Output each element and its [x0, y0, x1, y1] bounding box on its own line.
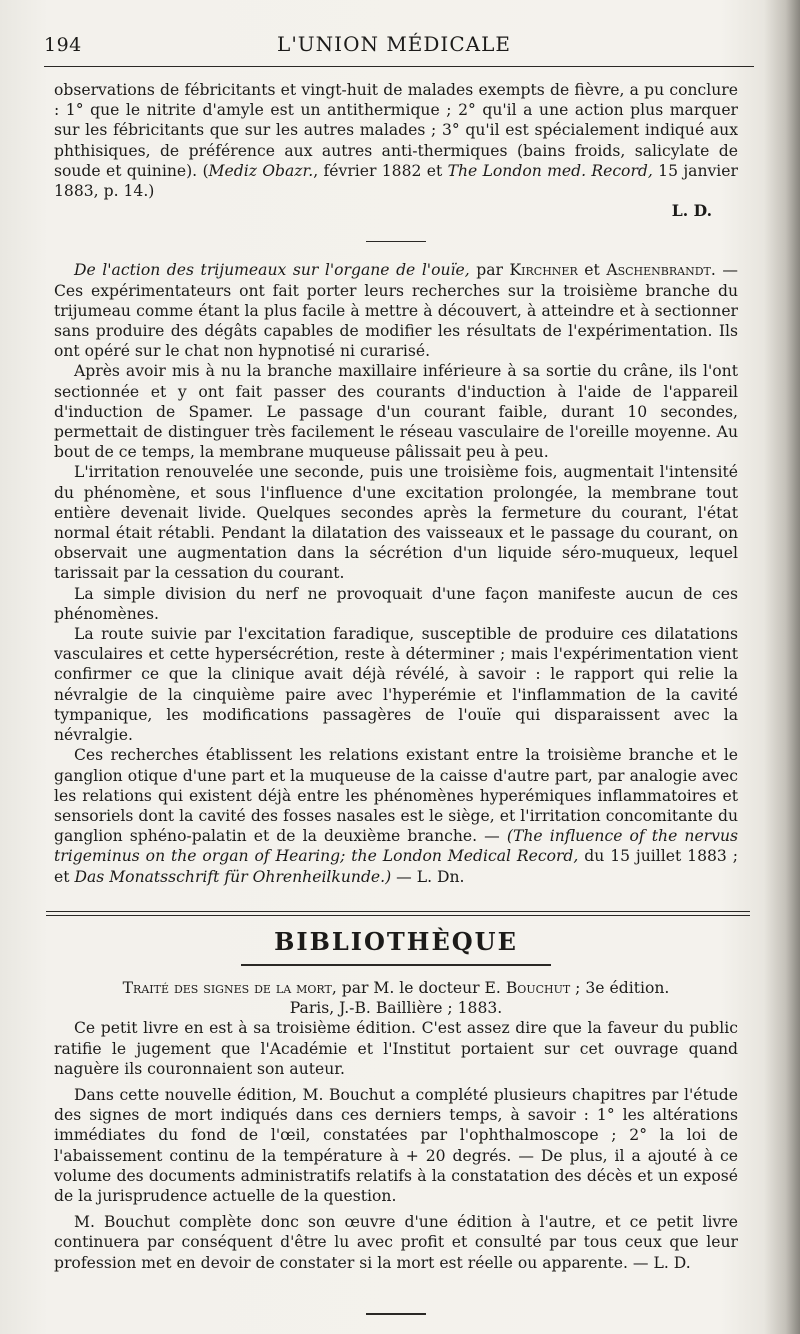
article2-paragraph: Après avoir mis à nu la branche maxillaire inférieure à sa sortie du crâne, ils l'ont sectionnée et y ont fait passer des courants d'induction à l'aide de l'appareil d'induction de Spamer. Le passage d'un courant faible, durant 10 secondes, permettait de distinguer très facilement le réseau vasculaire de l'oreille moyenne. Au bout de ce temps, la membrane muqueuse pâlissait peu à peu.	[54, 362, 738, 462]
article1-paragraph: observations de fébricitants et vingt-huit de malades exempts de fièvre, a pu conclure : 1° que le nitrite d'amyle est un antithermique ; 2° qu'il a une action plus marquer sur les fébricitants que sur les autres malades ; 3° qu'il est spécialement indiqué aux phthisiques, de préférence aux autres anti-thermiques (bains froids, salicylate de soude et quinine). (Mediz Obazr., février 1882 et The London med. Record, 15 janvier 1883, p. 14.)	[54, 81, 738, 201]
running-title: L'UNION MÉDICALE	[277, 32, 511, 56]
book-publisher: Paris, J.-B. Baillière ; 1883.	[289, 999, 503, 1018]
article2-title: De l'action des trijumeaux sur l'organe de l'ouïe,	[74, 261, 470, 280]
article2-paragraph: La route suivie par l'excitation faradique, susceptible de produire ces dilatations vasculaires et cette hypersécrétion, reste à déterminer ; mais l'expérimentation vient confirmer ce que la clinique avait déjà révélé, à savoir : le rapport qui relie la névralgie de la cinquième paire avec l'hyperémie et l'inflammation de la cavité tympanique, les modifications passagères de l'ouïe qui disparaissent avec la névralgie.	[54, 625, 738, 745]
page-header	[44, 32, 744, 60]
author-name: Aschenbrandt	[606, 261, 711, 280]
end-rule	[366, 1313, 426, 1315]
book-spine-shadow	[764, 0, 800, 1334]
citation: (The influence of the nervus trigeminus on the organ of Hearing; the London Medical Record,	[54, 827, 738, 866]
review-paragraph: M. Bouchut complète donc son œuvre d'une édition à l'autre, et ce petit livre continuera par conséquent d'être lu avec profit et consulté par tous ceux que leur profession met en devoir de constater si la mort est réelle ou apparente. — L. D.	[54, 1213, 738, 1272]
page-number: 194	[44, 34, 82, 56]
book-title: Traité des signes de la mort	[122, 978, 332, 997]
section-title-rule	[241, 964, 551, 966]
book-reference: Traité des signes de la mort, par M. le docteur E. Bouchut ; 3e édition.	[122, 978, 670, 997]
citation: Das Monatsschrift für Ohrenheilkunde.)	[74, 867, 392, 886]
page-content	[54, 80, 738, 1315]
journal-name: The London med. Record,	[447, 161, 653, 180]
journal-name: Mediz Obazr.	[208, 161, 314, 180]
review-paragraph: Dans cette nouvelle édition, M. Bouchut a complété plusieurs chapitres par l'étude des signes de mort indiqués dans ces derniers temps, à savoir : 1° les altérations immédiates du fond de l'œil, constatées par l'ophthalmoscope ; 2° la loi de l'abaissement continu de la température à + 20 degrés. — De plus, il a ajouté à ce volume des documents administratifs relatifs à la constatation des décès et un exposé de la jurisprudence actuelle de la question.	[54, 1085, 738, 1205]
review-paragraph: Ce petit livre en est à sa troisième édition. C'est assez dire que la faveur du public ratifie le jugement que l'Académie et l'Institut portaient sur cet ouvrage quand naguère ils couronnaient son auteur.	[54, 1019, 738, 1078]
article1-signature: L. D.	[671, 201, 712, 221]
article2-paragraph: De l'action des trijumeaux sur l'organe de l'ouïe, par Kirchner et Aschenbrandt. — Ces expérimentateurs ont fait porter leurs recherches sur la troisième branche du trijumeau comme étant la plus facile à mettre à découvert, à atteindre et à sectionner sans produire des dégâts capables de modifier les résultats de l'expérimentation. Ils ont opéré sur le chat non hypnotisé ni curarisé.	[54, 261, 738, 361]
article2-paragraph: Ces recherches établissent les relations existant entre la troisième branche et le ganglion otique d'une part et la muqueuse de la caisse d'autre part, par analogie avec les relations qui existent déjà entre les phénomènes hyperémiques inflammatoires et sensoriels dont la cavité des fosses nasales est le siège, et l'irritation concomitante du ganglion sphéno-palatin et de la deuxième branche. — (The influence of the nervus trigeminus on the organ of Hearing; the London Medical Record, du 15 juillet 1883 ; et Das Monatsschrift für Ohrenheilkunde.) — L. Dn.	[54, 746, 738, 886]
article-separator	[366, 241, 426, 242]
section-divider	[46, 911, 750, 916]
section-title: BIBLIOTHÈQUE	[274, 926, 518, 956]
header-rule	[44, 66, 754, 67]
book-author: Bouchut	[505, 978, 571, 997]
article2-paragraph: La simple division du nerf ne provoquait d'une façon manifeste aucun de ces phénomènes.	[54, 584, 738, 623]
author-name: Kirchner	[509, 261, 578, 280]
article2-paragraph: L'irritation renouvelée une seconde, puis une troisième fois, augmentait l'intensité du phénomène, et sous l'influence d'une excitation prolongée, la membrane tout entière devenait livide. Quelques secondes après la fermeture du courant, l'état normal était rétabli. Pendant la dilatation des vaisseaux et le passage du courant, on observait une augmentation dans la sécrétion d'un liquide séro-muqueux, lequel tarissait par la cessation du courant.	[54, 463, 738, 583]
